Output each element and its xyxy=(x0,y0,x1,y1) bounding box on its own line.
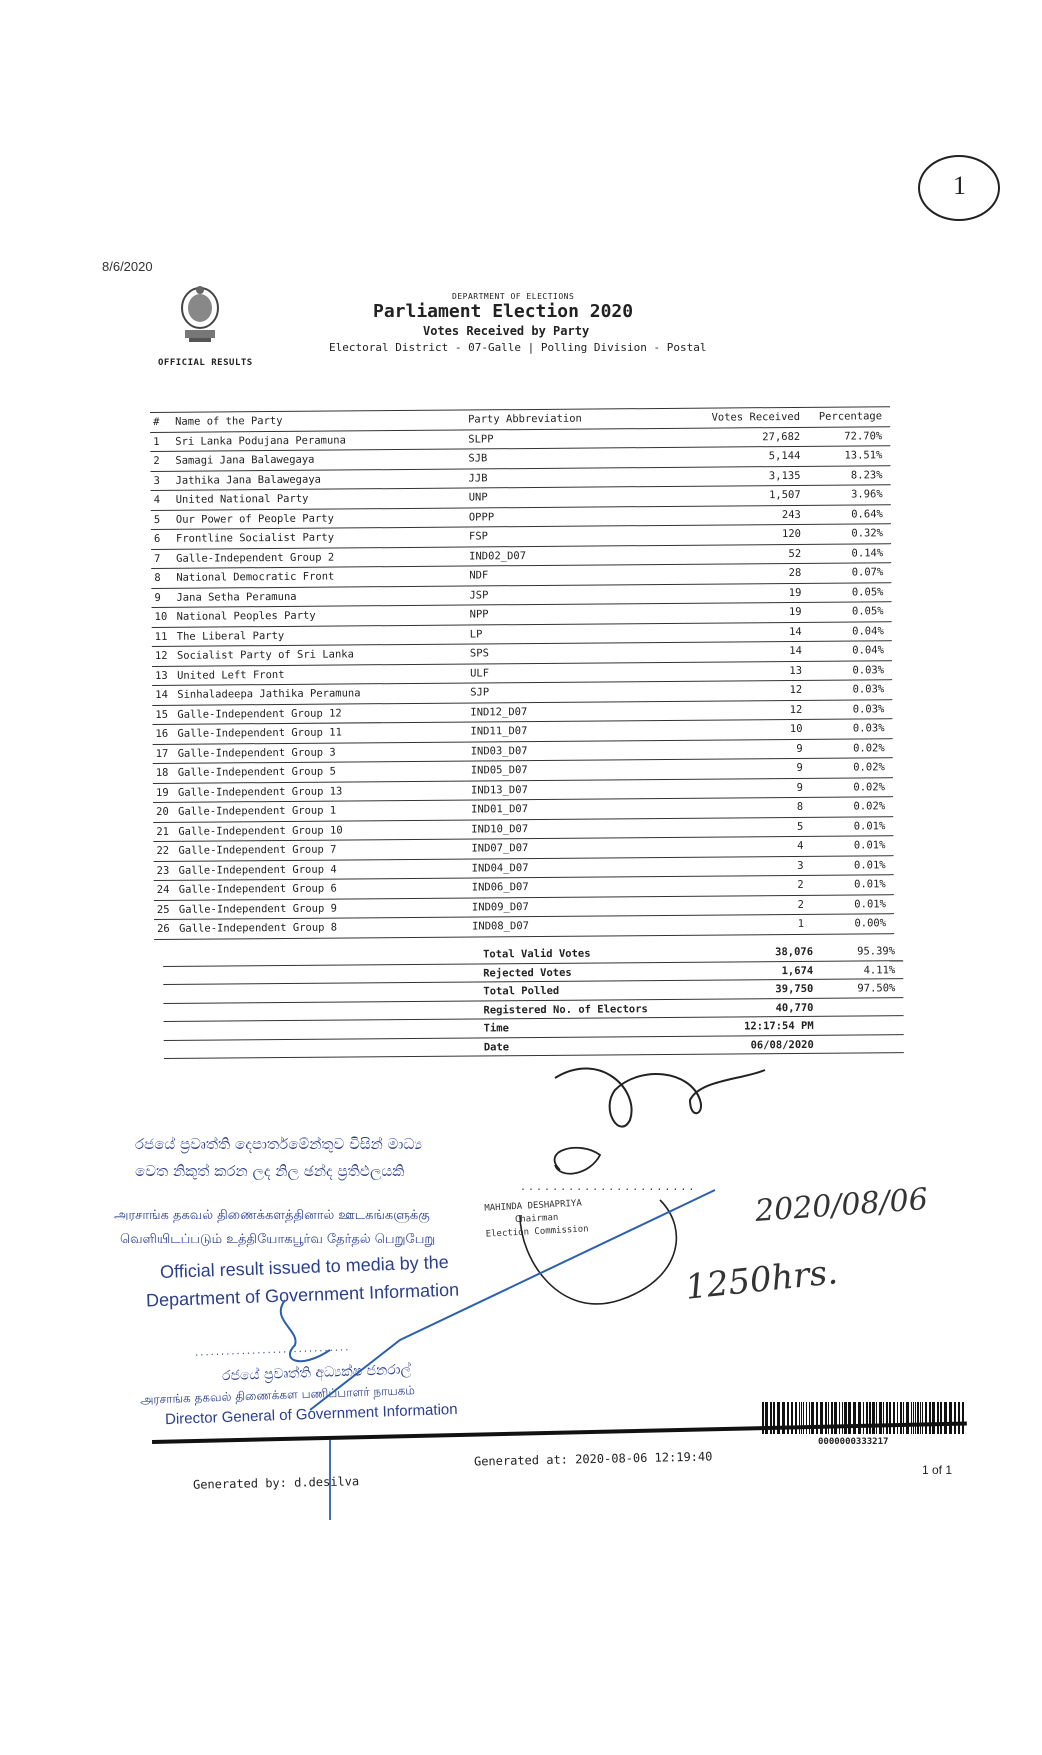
government-emblem-icon xyxy=(175,282,225,344)
barcode-bar xyxy=(962,1402,964,1434)
row-number: 6 xyxy=(153,532,161,545)
vote-percentage: 0.03% xyxy=(852,702,885,715)
party-name: Samagi Jana Balawegaya xyxy=(175,453,315,467)
vote-percentage: 3.96% xyxy=(851,488,883,501)
vote-percentage: 0.01% xyxy=(853,819,886,832)
barcode-number: 0000000333217 xyxy=(818,1437,889,1447)
page-subtitle: Votes Received by Party xyxy=(423,324,590,338)
barcode-bar xyxy=(803,1402,804,1434)
barcode-bar xyxy=(811,1402,814,1434)
summary-value: 06/08/2020 xyxy=(750,1038,814,1051)
row-number: 26 xyxy=(157,922,170,935)
barcode-icon xyxy=(762,1402,967,1434)
votes-received: 14 xyxy=(789,644,802,657)
row-number: 21 xyxy=(156,825,169,838)
vote-percentage: 0.07% xyxy=(851,566,884,579)
barcode-bar xyxy=(825,1402,827,1434)
votes-received: 10 xyxy=(789,722,803,735)
barcode-bar xyxy=(940,1402,942,1434)
col-pct-header: Percentage xyxy=(818,410,883,423)
vote-percentage: 0.01% xyxy=(853,839,886,852)
party-name: Galle-Independent Group 2 xyxy=(176,551,335,565)
director-sinhala: රජයේ ප්‍රවෘත්ති අධ්‍යක්ෂ ජනරාල් xyxy=(221,1361,412,1385)
barcode-bar xyxy=(839,1402,840,1434)
party-abbreviation: IND09_D07 xyxy=(471,900,529,913)
party-abbreviation: LP xyxy=(469,627,483,640)
party-abbreviation: IND12_D07 xyxy=(470,705,528,718)
barcode-bar xyxy=(765,1402,768,1434)
barcode-bar xyxy=(816,1402,818,1434)
print-date: 8/6/2020 xyxy=(102,259,153,274)
row-number: 15 xyxy=(155,708,169,721)
summary-label: Rejected Votes xyxy=(483,966,572,979)
handwritten-date: 2020/08/06 xyxy=(753,1182,929,1229)
party-name: Frontline Socialist Party xyxy=(175,531,335,545)
party-name: Our Power of People Party xyxy=(175,512,334,526)
votes-received: 1 xyxy=(797,917,805,930)
row-number: 23 xyxy=(156,864,170,877)
col-no-header: # xyxy=(153,415,160,428)
row-number: 11 xyxy=(154,630,168,643)
row-number: 19 xyxy=(155,786,169,799)
party-name: Sri Lanka Podujana Peramuna xyxy=(175,433,346,448)
votes-received: 4 xyxy=(797,839,804,852)
party-name: Galle-Independent Group 3 xyxy=(177,746,336,760)
vote-percentage: 0.01% xyxy=(853,858,886,871)
col-name-header: Name of the Party xyxy=(175,414,283,428)
party-abbreviation: IND08_D07 xyxy=(472,920,530,933)
barcode-bar xyxy=(893,1402,895,1434)
party-name: Sinhaladeepa Jathika Peramuna xyxy=(177,687,361,701)
barcode-bar xyxy=(782,1402,785,1434)
barcode-bar xyxy=(897,1402,898,1434)
party-name: Jathika Jana Balawegaya xyxy=(175,473,321,487)
barcode-bar xyxy=(906,1402,909,1434)
votes-received: 12 xyxy=(789,703,803,716)
party-abbreviation: UNP xyxy=(468,491,488,504)
barcode-bar xyxy=(922,1402,923,1434)
party-abbreviation: IND05_D07 xyxy=(470,764,528,777)
vote-percentage: 0.05% xyxy=(851,585,884,598)
barcode-bar xyxy=(903,1402,904,1434)
row-number: 4 xyxy=(153,493,161,506)
party-name: Galle-Independent Group 1 xyxy=(178,804,337,818)
summary-value: 38,076 xyxy=(775,945,814,959)
party-abbreviation: IND10_D07 xyxy=(471,822,529,835)
vote-percentage: 0.02% xyxy=(853,761,885,774)
barcode-bar xyxy=(958,1402,960,1434)
party-name: Galle-Independent Group 5 xyxy=(177,765,336,779)
summary-value: 1,674 xyxy=(781,964,814,977)
barcode-bar xyxy=(879,1402,882,1434)
party-name: Galle-Independent Group 10 xyxy=(178,823,343,838)
director-english: Director General of Government Information xyxy=(164,1400,458,1429)
signatory-title: Chairman xyxy=(514,1212,559,1226)
barcode-bar xyxy=(831,1402,833,1434)
department-label: DEPARTMENT OF ELECTIONS xyxy=(452,292,575,301)
party-abbreviation: FSP xyxy=(468,530,489,543)
row-number: 10 xyxy=(154,610,168,623)
barcode-bar xyxy=(883,1402,884,1434)
barcode-bar xyxy=(842,1402,843,1434)
summary-label: Date xyxy=(483,1040,510,1053)
party-abbreviation: IND11_D07 xyxy=(470,725,528,738)
summary-value: 12:17:54 PM xyxy=(744,1019,814,1033)
barcode-bar xyxy=(913,1402,914,1434)
votes-received: 9 xyxy=(796,742,803,755)
row-number: 9 xyxy=(154,591,161,604)
barcode-bar xyxy=(848,1402,851,1434)
barcode-bar xyxy=(820,1402,823,1434)
barcode-bar xyxy=(876,1402,877,1434)
party-name: National Democratic Front xyxy=(176,570,335,584)
party-abbreviation: JJB xyxy=(468,471,488,485)
votes-received: 27,682 xyxy=(762,430,801,443)
signatory-name: MAHINDA DESHAPRIYA xyxy=(484,1198,583,1214)
summary-percentage: 95.39% xyxy=(857,945,896,958)
vote-percentage: 0.64% xyxy=(851,507,883,520)
party-name: The Liberal Party xyxy=(176,629,285,643)
barcode-bar xyxy=(932,1402,935,1434)
votes-received: 120 xyxy=(781,527,802,541)
stamp-tamil-line-1: அரசாங்க தகவல் திணைக்களத்தினால் ஊடகங்களுக்கு xyxy=(114,1208,430,1223)
handwritten-time: 1250hrs. xyxy=(683,1252,840,1308)
summary-label: Total Valid Votes xyxy=(483,947,591,961)
col-abbr-header: Party Abbreviation xyxy=(468,412,582,426)
barcode-bar xyxy=(777,1402,780,1434)
votes-received: 243 xyxy=(781,508,801,521)
votes-received: 3,135 xyxy=(768,469,801,482)
votes-received: 19 xyxy=(788,605,802,618)
barcode-bar xyxy=(900,1402,902,1434)
results-table xyxy=(150,406,894,939)
row-number: 18 xyxy=(155,766,169,779)
page-title: Parliament Election 2020 xyxy=(373,301,634,322)
barcode-bar xyxy=(929,1402,931,1434)
director-tamil: அரசாங்க தகவல் திணைக்கள பணிப்பாளர் நாயகம் xyxy=(139,1383,416,1407)
barcode-bar xyxy=(787,1402,789,1434)
votes-received: 2 xyxy=(797,898,804,911)
votes-received: 13 xyxy=(789,664,803,677)
barcode-bar xyxy=(791,1402,793,1434)
row-number: 17 xyxy=(155,747,169,760)
vote-percentage: 0.00% xyxy=(854,917,887,930)
row-number: 7 xyxy=(154,552,161,565)
barcode-bar xyxy=(801,1402,802,1434)
votes-received: 28 xyxy=(788,566,802,579)
barcode-bar xyxy=(806,1402,807,1434)
party-name: Galle-Independent Group 12 xyxy=(177,707,342,721)
party-name: Galle-Independent Group 4 xyxy=(178,863,337,877)
signatory-org: Election Commission xyxy=(485,1224,589,1240)
barcode-bar xyxy=(809,1402,810,1434)
generated-at: Generated at: 2020-08-06 12:19:40 xyxy=(473,1449,713,1469)
party-name: Galle-Independent Group 11 xyxy=(177,726,342,740)
votes-received: 8 xyxy=(796,800,804,813)
party-name: Galle-Independent Group 13 xyxy=(177,785,343,799)
barcode-bar xyxy=(886,1402,888,1434)
signatory-block xyxy=(484,1197,589,1241)
votes-received: 52 xyxy=(788,547,802,560)
barcode-bar xyxy=(954,1402,956,1434)
row-number: 12 xyxy=(154,649,168,662)
votes-received: 12 xyxy=(789,683,803,696)
party-abbreviation: IND07_D07 xyxy=(471,842,529,855)
stamp-sinhala-line-1: රජයේ ප්‍රවෘත්ති දෙපාර්තමේන්තුව විසින් මාධ්‍ය xyxy=(135,1135,422,1153)
summary-percentage: 97.50% xyxy=(857,982,896,995)
votes-received: 9 xyxy=(796,781,804,794)
summary-table xyxy=(163,942,904,1059)
vote-percentage: 8.23% xyxy=(850,468,883,481)
vote-percentage: 0.14% xyxy=(851,546,884,559)
party-abbreviation: SPS xyxy=(469,647,489,660)
vote-percentage: 0.04% xyxy=(852,624,884,637)
director-signature-dots: .............................. xyxy=(194,1342,351,1359)
barcode-bar xyxy=(770,1402,772,1434)
barcode-bar xyxy=(844,1402,847,1434)
barcode-bar xyxy=(828,1402,829,1434)
barcode-bar xyxy=(869,1402,871,1434)
row-number: 8 xyxy=(154,571,161,584)
vote-percentage: 0.03% xyxy=(852,663,885,676)
row-number: 2 xyxy=(153,454,160,467)
votes-received: 19 xyxy=(788,586,802,599)
party-abbreviation: IND02_D07 xyxy=(469,549,527,562)
party-name: United Left Front xyxy=(177,668,285,682)
stamp-sinhala-line-2: වෙත නිකුත් කරන ලද නිල ඡන්ද ප්‍රතිඵලයකි xyxy=(135,1162,405,1180)
barcode-bar xyxy=(915,1402,916,1434)
party-abbreviation: NPP xyxy=(469,608,489,621)
page-number-circle xyxy=(918,155,1000,221)
summary-label: Registered No. of Electors xyxy=(483,1002,648,1016)
party-name: Galle-Independent Group 6 xyxy=(178,882,337,896)
page-count: 1 of 1 xyxy=(922,1463,953,1477)
party-abbreviation: NDF xyxy=(469,569,489,582)
vote-percentage: 0.02% xyxy=(853,780,886,793)
vote-percentage: 0.04% xyxy=(852,644,884,657)
vote-percentage: 0.03% xyxy=(852,722,885,735)
summary-percentage: 4.11% xyxy=(863,963,896,976)
party-name: United National Party xyxy=(175,492,309,506)
party-abbreviation: IND04_D07 xyxy=(471,861,529,874)
stamp-english-line-2: Department of Government Information xyxy=(145,1279,460,1311)
vote-percentage: 0.01% xyxy=(854,878,886,891)
row-number: 25 xyxy=(156,903,170,916)
row-number: 24 xyxy=(156,883,170,896)
party-abbreviation: JSP xyxy=(469,588,489,601)
row-number: 3 xyxy=(153,474,160,487)
summary-value: 40,770 xyxy=(775,1001,814,1014)
barcode-bar xyxy=(944,1402,947,1434)
row-number: 1 xyxy=(153,435,160,448)
barcode-bar xyxy=(773,1402,775,1434)
party-name: National Peoples Party xyxy=(176,609,316,623)
page-marker: 1 xyxy=(953,171,966,200)
party-abbreviation: IND01_D07 xyxy=(471,803,529,816)
party-abbreviation: SJB xyxy=(468,452,488,465)
party-abbreviation: OPPP xyxy=(468,510,495,523)
generated-by: Generated by: d.desilva xyxy=(192,1474,360,1492)
party-name: Socialist Party of Sri Lanka xyxy=(176,648,354,662)
vote-percentage: 72.70% xyxy=(844,429,883,443)
barcode-bar xyxy=(917,1402,919,1434)
barcode-bar xyxy=(762,1402,764,1434)
votes-received: 2 xyxy=(797,878,804,891)
row-number: 14 xyxy=(155,688,168,701)
vote-percentage: 13.51% xyxy=(844,449,883,462)
vote-percentage: 0.05% xyxy=(851,605,884,618)
stamp-tamil-line-2: வெளியிடப்படும் உத்தியோகபூர்வ தேர்தல் பெறுபேறு xyxy=(120,1232,436,1247)
barcode-bar xyxy=(858,1402,861,1434)
votes-received: 1,507 xyxy=(769,488,801,502)
barcode-bar xyxy=(866,1402,868,1434)
party-abbreviation: ULF xyxy=(470,666,490,679)
party-abbreviation: IND03_D07 xyxy=(470,744,528,757)
barcode-bar xyxy=(872,1402,875,1434)
row-number: 16 xyxy=(155,727,169,740)
summary-value: 39,750 xyxy=(775,982,814,996)
party-abbreviation: IND13_D07 xyxy=(470,783,528,796)
party-abbreviation: IND06_D07 xyxy=(471,881,529,894)
barcode-bar xyxy=(795,1402,797,1434)
barcode-bar xyxy=(911,1402,912,1434)
district-line: Electoral District - 07-Galle | Polling Division - Postal xyxy=(329,341,707,354)
vote-percentage: 0.02% xyxy=(853,800,886,813)
row-number: 5 xyxy=(153,513,161,526)
col-votes-header: Votes Received xyxy=(711,410,801,424)
official-results-label: OFFICIAL RESULTS xyxy=(158,358,253,368)
party-name: Galle-Independent Group 7 xyxy=(178,843,337,857)
party-name: Galle-Independent Group 8 xyxy=(179,921,338,935)
party-abbreviation: SJP xyxy=(470,686,490,699)
barcode-bar xyxy=(799,1402,800,1434)
vote-percentage: 0.02% xyxy=(853,741,885,754)
votes-received: 5 xyxy=(796,820,804,833)
votes-received: 14 xyxy=(789,625,802,638)
barcode-bar xyxy=(937,1402,939,1434)
votes-received: 9 xyxy=(796,761,803,774)
barcode-bar xyxy=(853,1402,856,1434)
party-name: Galle-Independent Group 9 xyxy=(178,902,337,916)
party-name: Jana Setha Peramuna xyxy=(176,590,297,604)
summary-label: Time xyxy=(483,1022,509,1035)
votes-received: 3 xyxy=(797,859,804,872)
barcode-bar xyxy=(925,1402,927,1434)
barcode-bar xyxy=(920,1402,921,1434)
summary-label: Total Polled xyxy=(483,984,560,998)
signature-dots: ...................... xyxy=(520,1182,697,1193)
stamp-english-line-1: Official result issued to media by the xyxy=(159,1251,450,1283)
row-number: 22 xyxy=(156,844,170,857)
party-abbreviation: SLPP xyxy=(468,432,494,446)
vote-percentage: 0.32% xyxy=(851,527,884,540)
row-number: 13 xyxy=(155,669,168,682)
row-number: 20 xyxy=(156,805,169,818)
barcode-bar xyxy=(863,1402,864,1434)
votes-received: 5,144 xyxy=(768,449,801,463)
barcode-bar xyxy=(834,1402,837,1434)
vote-percentage: 0.01% xyxy=(854,897,886,910)
barcode-bar xyxy=(949,1402,952,1434)
barcode-bar xyxy=(889,1402,891,1434)
vote-percentage: 0.03% xyxy=(852,683,885,696)
